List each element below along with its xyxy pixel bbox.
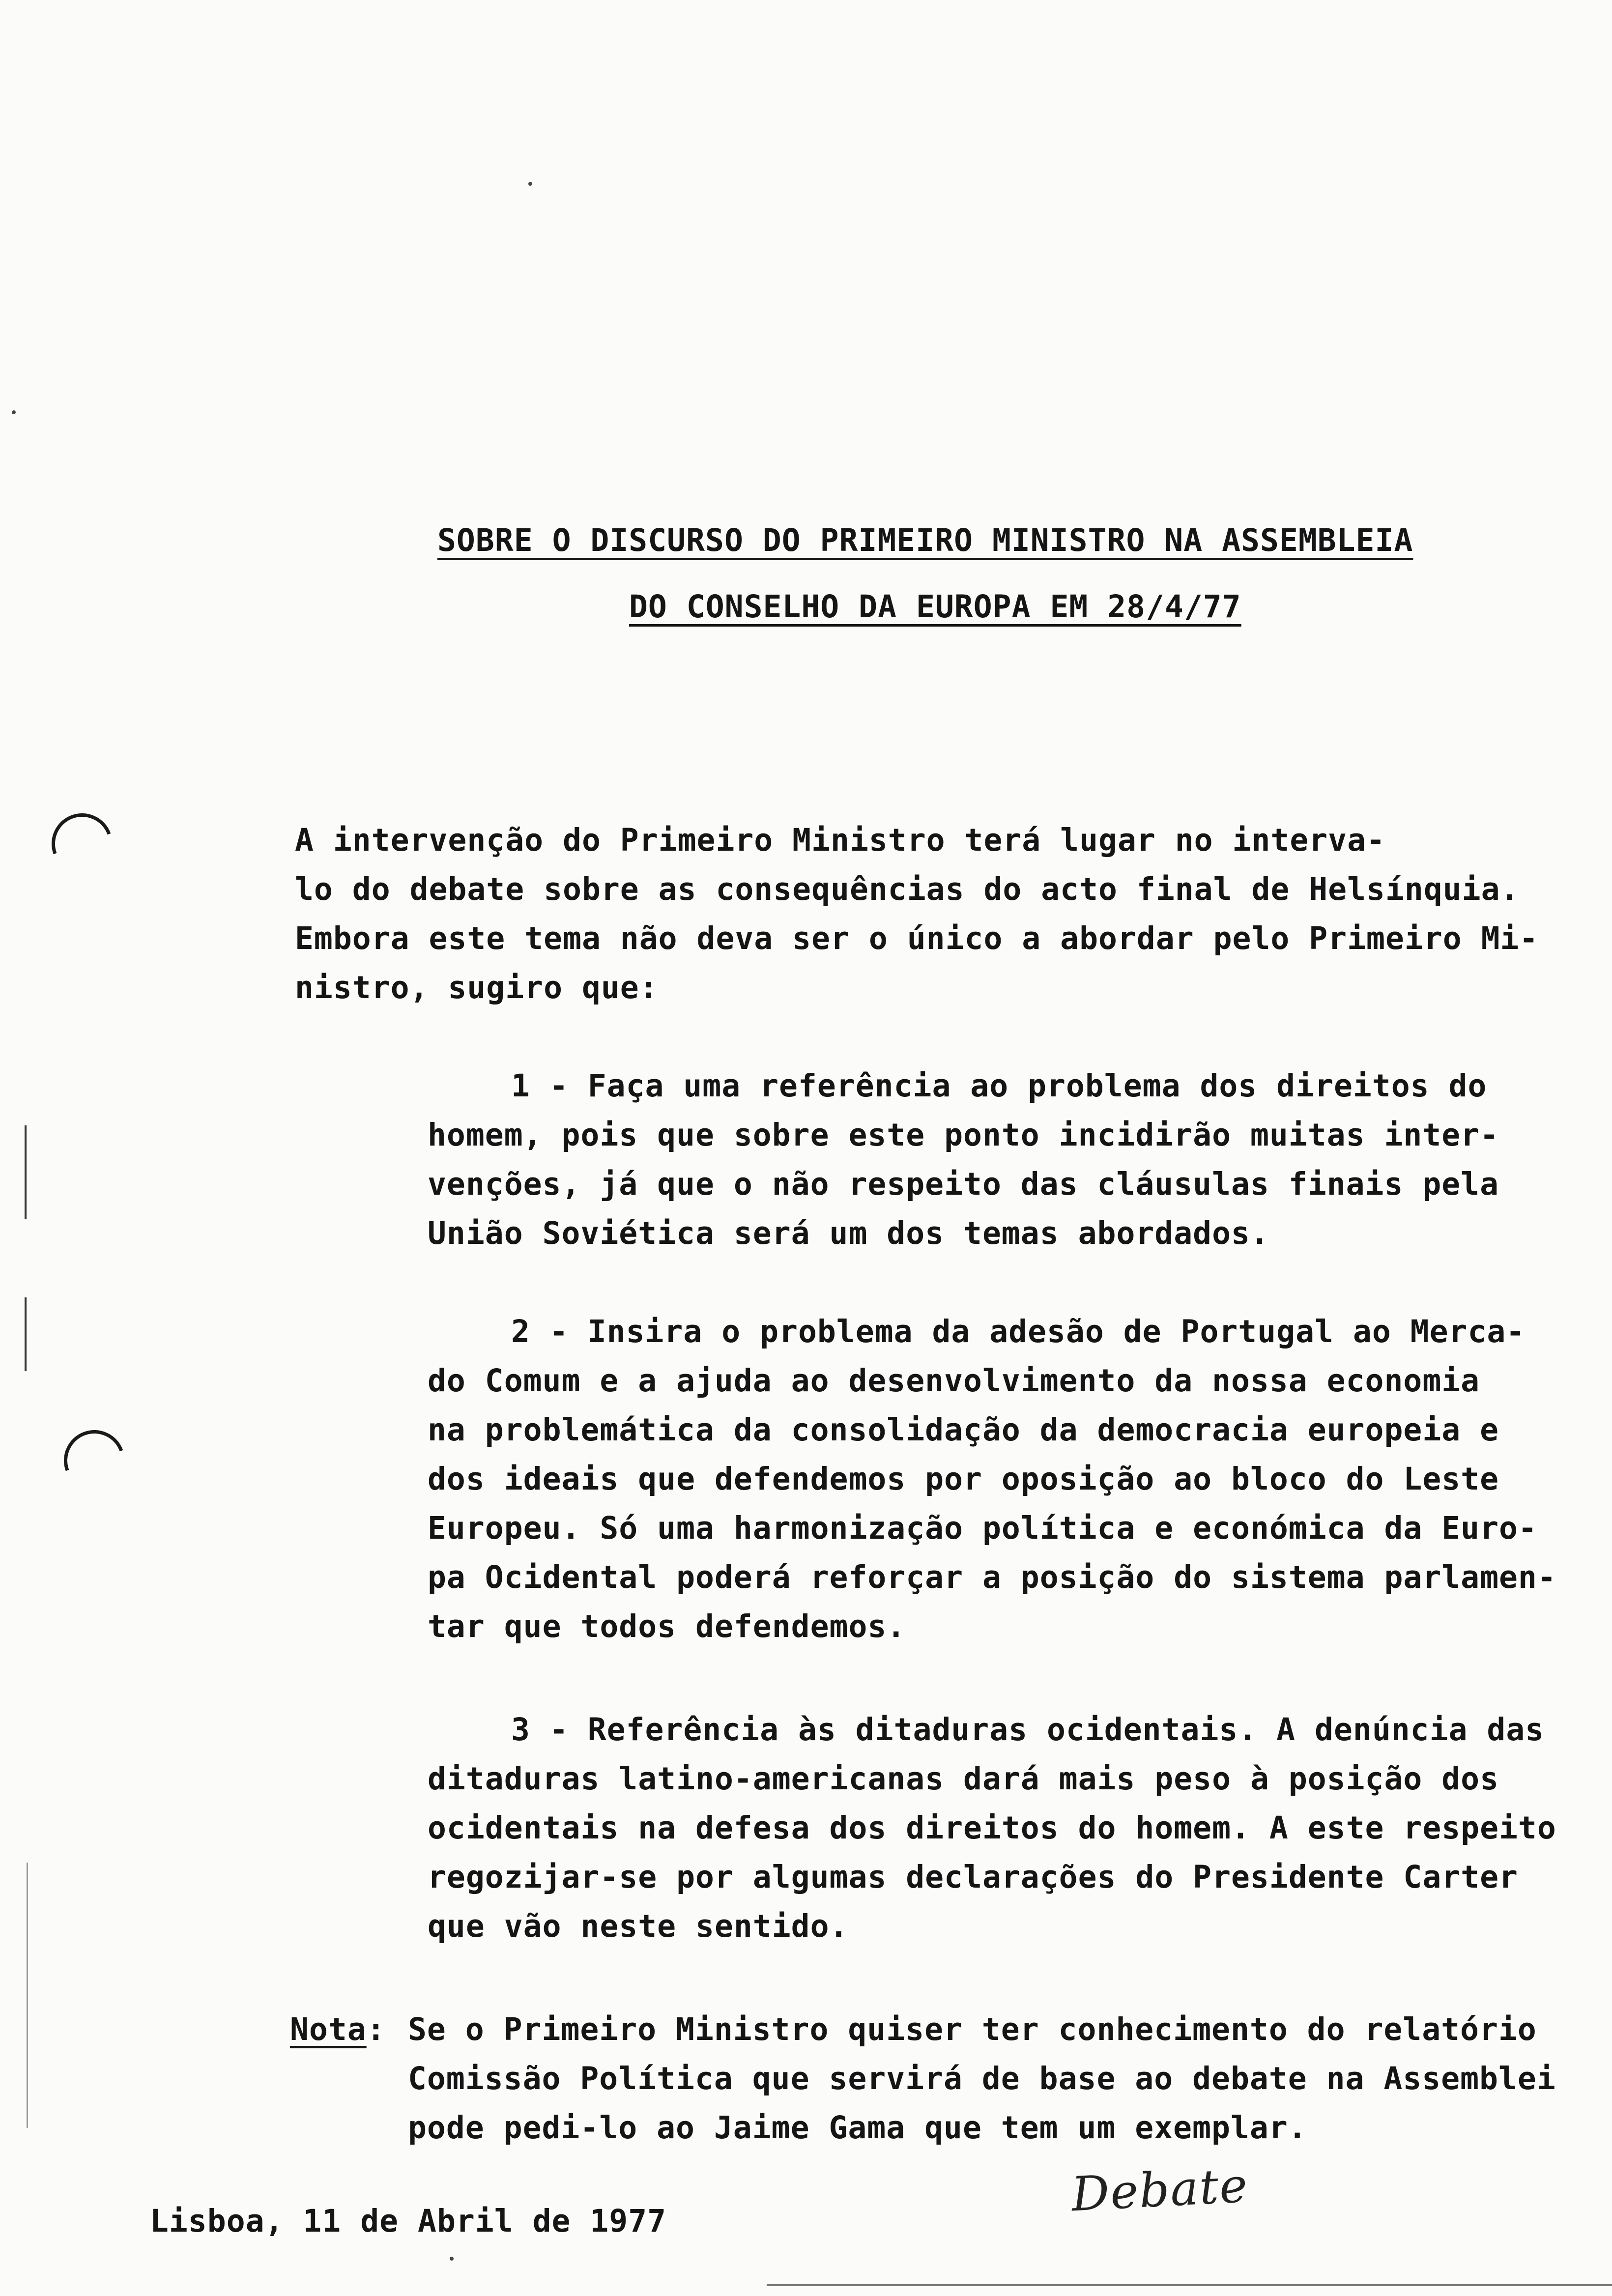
intro-line: Embora este tema não deva ser o único a abordar pelo Primeiro Mi- [295,920,1539,956]
scan-speck [12,410,16,414]
item-line: União Soviética será um dos temas abordados. [428,1215,1269,1251]
item-line: regozijar-se por algumas declarações do Presidente Carter [428,1859,1518,1895]
punch-hole-mark [42,804,123,885]
item-line: Europeu. Só uma harmonização política e económica da Euro- [428,1510,1537,1546]
item-line: homem, pois que sobre este ponto incidirão muitas inter- [428,1117,1499,1153]
note-line: Comissão Política que servirá de base ao debate na Assemblei [408,2061,1556,2096]
scan-speck [450,2257,454,2261]
title-line-1: SOBRE O DISCURSO DO PRIMEIRO MINISTRO NA ASSEMBLEIA [437,522,1413,558]
intro-paragraph [295,816,1538,1012]
margin-mark [25,1297,27,1371]
intro-line: A intervenção do Primeiro Ministro terá lugar no interva- [295,822,1385,858]
item-line: 3 - Referência às ditaduras ocidentais. A denúncia das [511,1712,1545,1748]
list-item-1 [428,1062,1499,1258]
title-line-2: DO CONSELHO DA EUROPA EM 28/4/77 [629,589,1241,625]
note-label-colon: : [366,2011,386,2047]
item-line: tar que todos defendemos. [428,1608,906,1644]
note-line: Se o Primeiro Ministro quiser ter conhecimento do relatório [408,2011,1537,2047]
note-body [408,2005,1556,2152]
footer-date: Lisboa, 11 de Abril de 1977 [150,2203,667,2239]
item-line: 1 - Faça uma referência ao problema dos direitos do [511,1068,1487,1104]
scan-speck [528,182,532,186]
intro-line: lo do debate sobre as consequências do acto final de Helsínquia. [295,871,1520,907]
item-line: do Comum e a ajuda ao desenvolvimento da nossa economia [428,1363,1480,1399]
item-line: 2 - Insira o problema da adesão de Portugal ao Merca- [511,1314,1526,1349]
item-line: na problemática da consolidação da democracia europeia e [428,1412,1499,1448]
margin-mark [25,1125,27,1219]
intro-line: nistro, sugiro que: [295,970,659,1005]
list-item-2 [428,1307,1556,1651]
handwritten-annotation: Debate [1070,2157,1250,2222]
item-line: ditaduras latino-americanas dará mais peso à posição dos [428,1761,1499,1797]
item-line: pa Ocidental poderá reforçar a posição do sistema parlamen- [428,1559,1556,1595]
item-line: ocidentais na defesa dos direitos do homem. A este respeito [428,1810,1556,1846]
punch-hole-mark [54,1420,135,1501]
list-item-3 [428,1705,1556,1951]
note-label [290,2005,386,2054]
margin-mark [27,1863,28,2128]
item-line: venções, já que o não respeito das cláusulas finais pela [428,1166,1499,1202]
note-label-text: Nota [290,2011,367,2047]
bottom-edge-line [767,2284,1612,2286]
item-line: que vão neste sentido. [428,1908,849,1944]
item-line: dos ideais que defendemos por oposição ao bloco do Leste [428,1461,1499,1497]
note-line: pode pedi-lo ao Jaime Gama que tem um exemplar. [408,2110,1307,2146]
